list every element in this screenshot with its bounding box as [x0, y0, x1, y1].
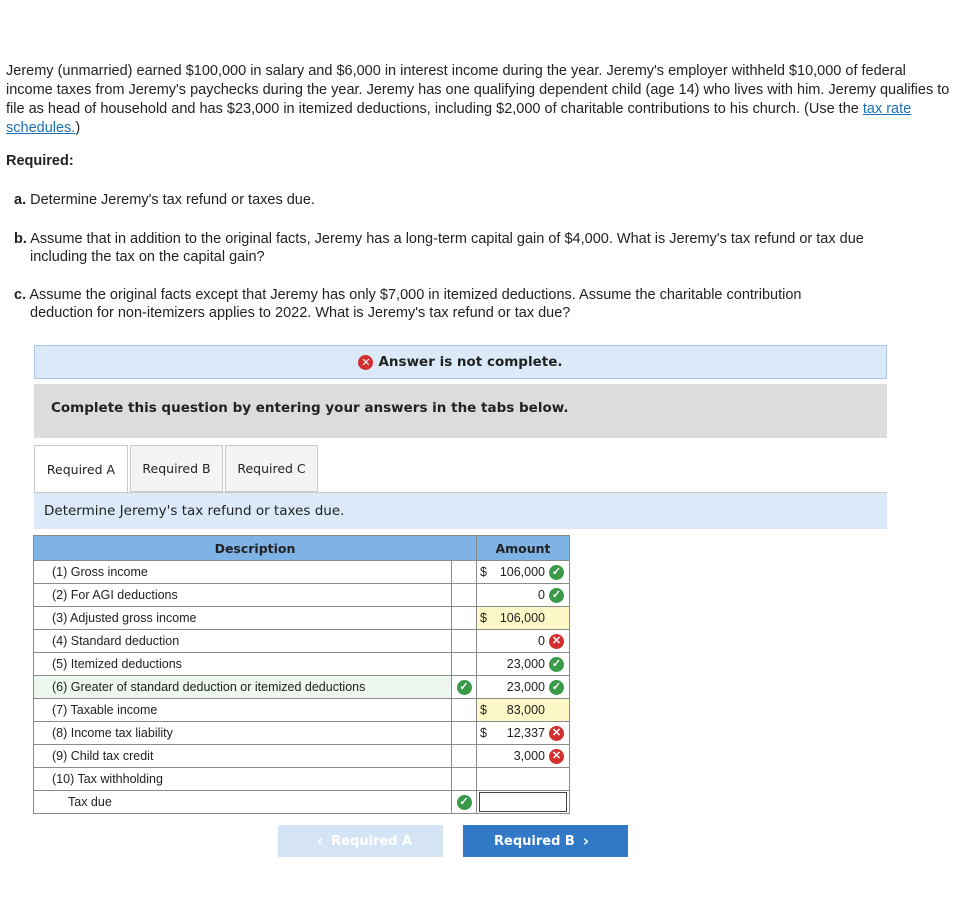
instructions-text: Complete this question by entering your answers in the tabs below.	[51, 400, 569, 416]
row-description-status	[452, 653, 477, 676]
row-amount[interactable]	[477, 699, 570, 722]
row-description-status	[452, 699, 477, 722]
error-icon: ✕	[549, 726, 564, 741]
row-description-status	[452, 745, 477, 768]
currency-symbol: $	[480, 611, 487, 625]
row-description-status	[452, 791, 477, 814]
question-text: Assume that in addition to the original facts, Jeremy has a long-term capital gain of $4,000. What is Jeremy's tax refund or tax due	[30, 231, 864, 247]
amount-value[interactable]: 23,000	[506, 680, 545, 694]
chevron-right-icon: ›	[582, 832, 589, 850]
row-description-status	[452, 768, 477, 791]
question-text-cont: including the tax on the capital gain?	[30, 249, 265, 265]
table-row	[34, 561, 570, 584]
table-row	[34, 722, 570, 745]
answer-table	[33, 535, 570, 814]
question-a	[14, 191, 944, 209]
question-text: Determine Jeremy's tax refund or taxes due.	[30, 192, 315, 208]
check-icon: ✓	[549, 565, 564, 580]
answer-status-banner	[34, 345, 887, 379]
amount-header: Amount	[477, 536, 570, 561]
question-label: a.	[14, 192, 27, 208]
row-description-status	[452, 676, 477, 699]
table-row	[34, 768, 570, 791]
amount-value[interactable]: 0	[538, 634, 545, 648]
question-text-cont: deduction for non-itemizers applies to 2022. What is Jeremy's tax refund or tax due?	[30, 305, 571, 321]
error-icon: ✕	[358, 355, 373, 370]
amount-input[interactable]	[479, 792, 567, 812]
check-icon: ✓	[457, 795, 472, 810]
table-row	[34, 584, 570, 607]
row-description[interactable]: (5) Itemized deductions	[34, 653, 452, 676]
question-b	[14, 230, 944, 266]
check-icon: ✓	[549, 588, 564, 603]
tab-required-a[interactable]: Required A	[34, 445, 128, 493]
row-description-status	[452, 607, 477, 630]
row-amount[interactable]	[477, 768, 570, 791]
amount-value[interactable]: 83,000	[506, 703, 545, 717]
error-icon: ✕	[549, 634, 564, 649]
instructions-box	[34, 384, 887, 438]
question-label: c.	[14, 287, 27, 303]
table-row	[34, 791, 570, 814]
error-icon: ✕	[549, 749, 564, 764]
row-description[interactable]: (1) Gross income	[34, 561, 452, 584]
amount-value[interactable]: 106,000	[499, 611, 545, 625]
question-text: Assume the original facts except that Jeremy has only $7,000 in itemized deductions. Assume the charitable contribution	[29, 287, 802, 303]
row-description-status	[452, 722, 477, 745]
table-row	[34, 676, 570, 699]
check-icon: ✓	[549, 680, 564, 695]
row-amount[interactable]	[477, 791, 570, 814]
row-description-status	[452, 561, 477, 584]
row-description[interactable]: (9) Child tax credit	[34, 745, 452, 768]
amount-value[interactable]: 0	[538, 588, 545, 602]
tab-required-c[interactable]: Required C	[225, 445, 318, 492]
table-row	[34, 607, 570, 630]
table-row	[34, 745, 570, 768]
table-row	[34, 699, 570, 722]
next-required-button[interactable]	[463, 825, 628, 857]
row-description[interactable]: (7) Taxable income	[34, 699, 452, 722]
amount-value[interactable]: 12,337	[506, 726, 545, 740]
intro-text-end: )	[75, 120, 81, 136]
row-description-status	[452, 584, 477, 607]
required-heading: Required:	[6, 153, 74, 169]
table-row	[34, 630, 570, 653]
row-description[interactable]: (2) For AGI deductions	[34, 584, 452, 607]
row-description[interactable]: (6) Greater of standard deduction or itemized deductions	[34, 676, 452, 699]
amount-value[interactable]: 106,000	[499, 565, 545, 579]
row-amount[interactable]	[477, 722, 570, 745]
question-c	[14, 286, 944, 322]
prev-required-button[interactable]	[278, 825, 443, 857]
row-amount[interactable]	[477, 607, 570, 630]
prev-button-label: Required A	[331, 833, 413, 849]
row-description-status	[452, 630, 477, 653]
currency-symbol: $	[480, 726, 487, 740]
currency-symbol: $	[480, 565, 487, 579]
intro-text: Jeremy (unmarried) earned $100,000 in salary and $6,000 in interest income during the year. Jeremy's employer withheld $10,000 of federal income taxes from Jeremy's paychecks during the year. Jeremy has one qualifying dependent child (age 14) who lives with him. Jeremy qualifies to file as head of household and has $23,000 in itemized deductions, including $2,000 of charitable contributions to his church. (Use the	[6, 63, 950, 117]
check-icon: ✓	[457, 680, 472, 695]
row-description[interactable]: (3) Adjusted gross income	[34, 607, 452, 630]
next-button-label: Required B	[494, 833, 575, 849]
tab-required-b[interactable]: Required B	[130, 445, 223, 492]
row-description[interactable]: Tax due	[34, 791, 452, 814]
row-amount[interactable]	[477, 561, 570, 584]
description-header: Description	[34, 536, 477, 561]
chevron-left-icon: ‹	[316, 832, 324, 850]
banner-text: Answer is not complete.	[378, 354, 563, 370]
row-amount[interactable]	[477, 630, 570, 653]
row-amount[interactable]	[477, 745, 570, 768]
check-icon: ✓	[549, 657, 564, 672]
row-amount[interactable]	[477, 676, 570, 699]
problem-intro	[6, 62, 951, 138]
table-row	[34, 653, 570, 676]
row-amount[interactable]	[477, 653, 570, 676]
prompt-text: Determine Jeremy's tax refund or taxes due.	[44, 503, 345, 519]
tab-prompt	[34, 493, 887, 529]
row-description[interactable]: (8) Income tax liability	[34, 722, 452, 745]
currency-symbol: $	[480, 703, 487, 717]
row-description[interactable]: (4) Standard deduction	[34, 630, 452, 653]
row-description[interactable]: (10) Tax withholding	[34, 768, 452, 791]
amount-value[interactable]: 23,000	[506, 657, 545, 671]
amount-value[interactable]: 3,000	[513, 749, 545, 763]
tax-rate-schedules-link[interactable]: tax rate schedules.	[6, 101, 912, 136]
question-label: b.	[14, 231, 27, 247]
row-amount[interactable]	[477, 584, 570, 607]
